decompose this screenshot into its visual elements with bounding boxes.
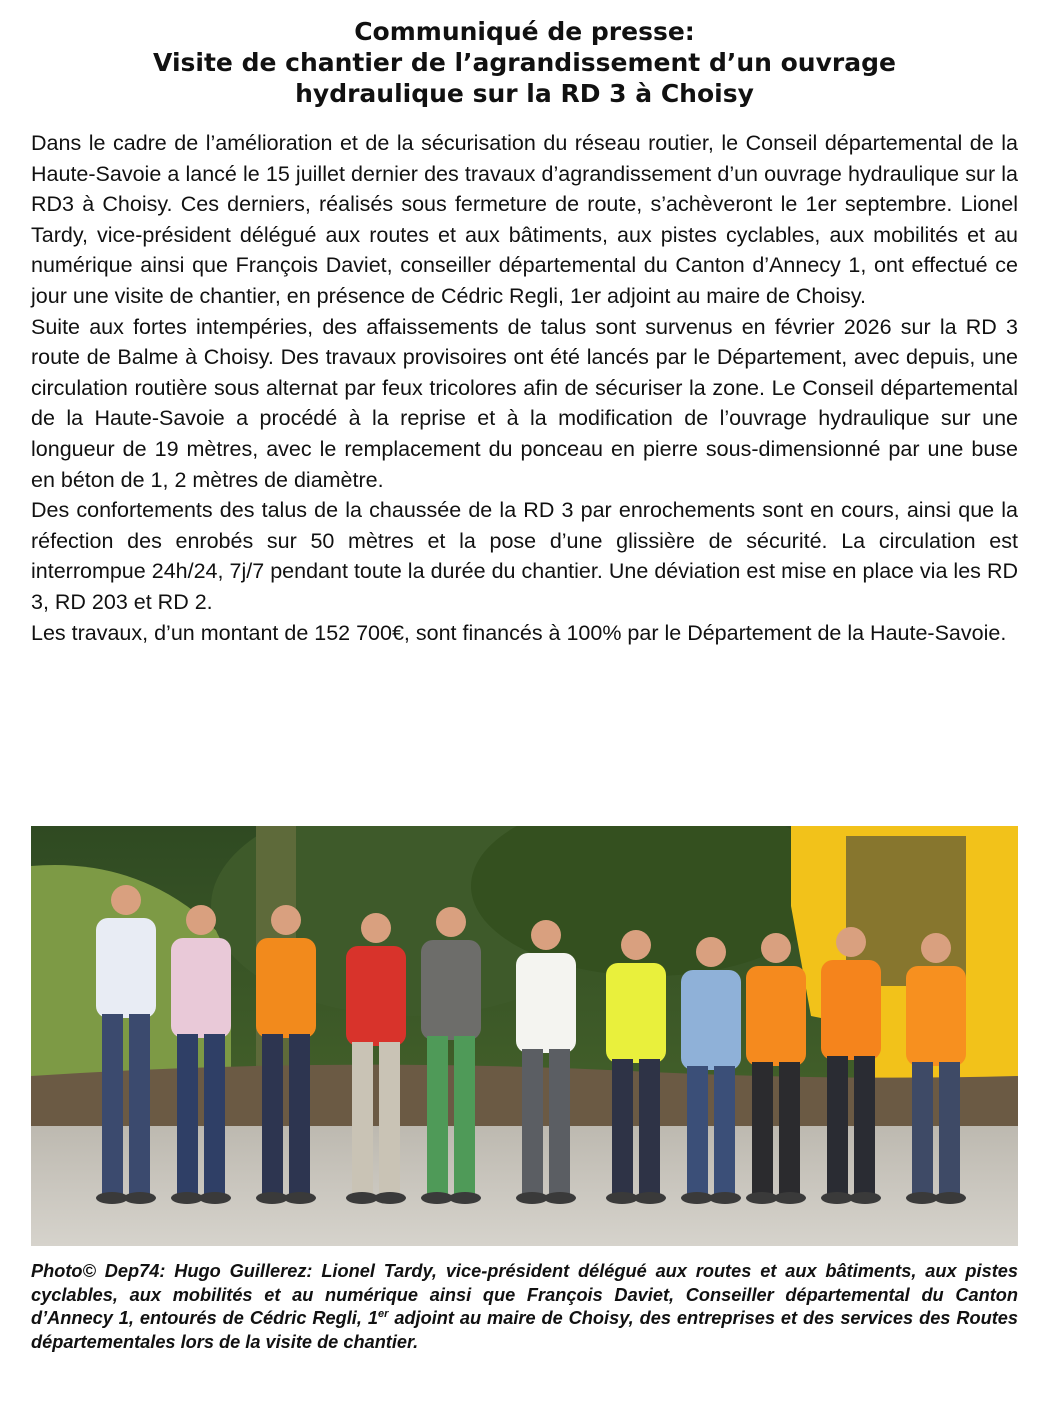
paragraph-3: Des confortements des talus de la chaussée de la RD 3 par enrochements sont en cours, ainsi que la réfection des enrobés sur 50 mètres et la pose d’une glissière de sécurité. La circulation est interrompue 24h/24, 7j/7 pendant toute la durée du chantier. Une déviation est mise en place via les RD 3, RD 203 et RD 2. <box>31 498 1018 614</box>
person-shoe <box>124 1192 156 1204</box>
person-torso <box>681 970 741 1070</box>
person-head <box>186 905 216 935</box>
article-body <box>31 128 1018 648</box>
person-shoe <box>284 1192 316 1204</box>
person-torso <box>821 960 881 1060</box>
paragraph-2: Suite aux fortes intempéries, des affaissements de talus sont survenus en février 2026 sur la RD 3 route de Balme à Choisy. Des travaux provisoires ont été lancés par le Département, avec depuis, une circulation routière sous alternat par feux tricolores afin de sécuriser la zone. Le Conseil départemental de la Haute-Savoie a procédé à la reprise et à la modification de l’ouvrage hydraulique sur une longueur de 19 mètres, avec le remplacement du ponceau en pierre sous-dimensionné par une buse en béton de 1, 2 mètres de diamètre. <box>31 314 1018 492</box>
person-leg <box>912 1062 933 1194</box>
person-leg <box>714 1066 735 1194</box>
person-shoe <box>681 1192 713 1204</box>
person-leg <box>522 1049 543 1194</box>
person-head <box>696 937 726 967</box>
person-torso <box>421 940 481 1040</box>
person-shoe <box>934 1192 966 1204</box>
caption-superscript: er <box>377 1307 389 1320</box>
person-head <box>111 885 141 915</box>
person-shoe <box>746 1192 778 1204</box>
paragraph-4: Les travaux, d’un montant de 152 700€, sont financés à 100% par le Département de la Haute-Savoie. <box>31 620 1007 645</box>
person-torso <box>171 938 231 1038</box>
title-line-2: Visite de chantier de l’agrandissement d’un ouvrage <box>153 48 896 77</box>
person-leg <box>752 1062 773 1194</box>
person-shoe <box>544 1192 576 1204</box>
person-leg <box>454 1036 475 1194</box>
caption-part-1: Photo© Dep74: Hugo Guillerez: Lionel Tardy, vice-président délégué aux routes et aux bâtiments, aux pistes cyclables, aux mobilités et au numérique ainsi que François Daviet, Conseiller départemental du Canton d’Annecy 1, entourés de Cédric Regli, 1 <box>31 1261 1018 1328</box>
person-shoe <box>849 1192 881 1204</box>
person-torso <box>606 963 666 1063</box>
person-leg <box>427 1036 448 1194</box>
person-torso <box>346 946 406 1046</box>
person-shoe <box>906 1192 938 1204</box>
press-release-title <box>30 16 1019 109</box>
site-visit-photo <box>31 826 1018 1246</box>
person-leg <box>687 1066 708 1194</box>
person-shoe <box>709 1192 741 1204</box>
person-shoe <box>821 1192 853 1204</box>
person-shoe <box>421 1192 453 1204</box>
person-leg <box>854 1056 875 1194</box>
person-torso <box>256 938 316 1038</box>
person-torso <box>96 918 156 1018</box>
person-shoe <box>171 1192 203 1204</box>
photo-caption <box>31 1260 1018 1354</box>
title-line-1: Communiqué de presse: <box>354 17 695 46</box>
person-shoe <box>449 1192 481 1204</box>
person-shoe <box>346 1192 378 1204</box>
person-leg <box>352 1042 373 1194</box>
photo-illustration <box>31 826 1018 1246</box>
person-shoe <box>634 1192 666 1204</box>
person-head <box>761 933 791 963</box>
person-leg <box>379 1042 400 1194</box>
person-leg <box>262 1034 283 1194</box>
person-shoe <box>199 1192 231 1204</box>
person-shoe <box>774 1192 806 1204</box>
person-leg <box>102 1014 123 1194</box>
person-leg <box>612 1059 633 1194</box>
person-leg <box>129 1014 150 1194</box>
person-shoe <box>256 1192 288 1204</box>
person-leg <box>204 1034 225 1194</box>
person-torso <box>906 966 966 1066</box>
person-leg <box>177 1034 198 1194</box>
person-shoe <box>606 1192 638 1204</box>
person-shoe <box>516 1192 548 1204</box>
caption-part-2: adjoint au maire de Choisy, des entreprises et des services des Routes départementales lors de la visite de chantier. <box>31 1308 1019 1352</box>
title-line-3: hydraulique sur la RD 3 à Choisy <box>295 79 754 108</box>
paragraph-1: Dans le cadre de l’amélioration et de la sécurisation du réseau routier, le Conseil départemental de la Haute-Savoie a lancé le 15 juillet dernier des travaux d’agrandissement d’un ouvrage hydraulique sur la RD3 à Choisy. Ces derniers, réalisés sous fermeture de route, s’achèveront le 1er septembre. Lionel Tardy, vice-président délégué aux routes et aux bâtiments, aux pistes cyclables, aux mobilités et au numérique ainsi que François Daviet, conseiller départemental du Canton d’Annecy 1, ont effectué ce jour une visite de chantier, en présence de Cédric Regli, 1er adjoint au maire de Choisy. <box>31 131 1018 308</box>
person-head <box>271 905 301 935</box>
person-leg <box>779 1062 800 1194</box>
person-head <box>921 933 951 963</box>
person-head <box>531 920 561 950</box>
person-leg <box>939 1062 960 1194</box>
person-torso <box>746 966 806 1066</box>
person-torso <box>516 953 576 1053</box>
person-head <box>436 907 466 937</box>
person-leg <box>549 1049 570 1194</box>
person-shoe <box>96 1192 128 1204</box>
person-leg <box>289 1034 310 1194</box>
person-head <box>621 930 651 960</box>
person-leg <box>827 1056 848 1194</box>
person-shoe <box>374 1192 406 1204</box>
person-head <box>836 927 866 957</box>
person-head <box>361 913 391 943</box>
person-leg <box>639 1059 660 1194</box>
